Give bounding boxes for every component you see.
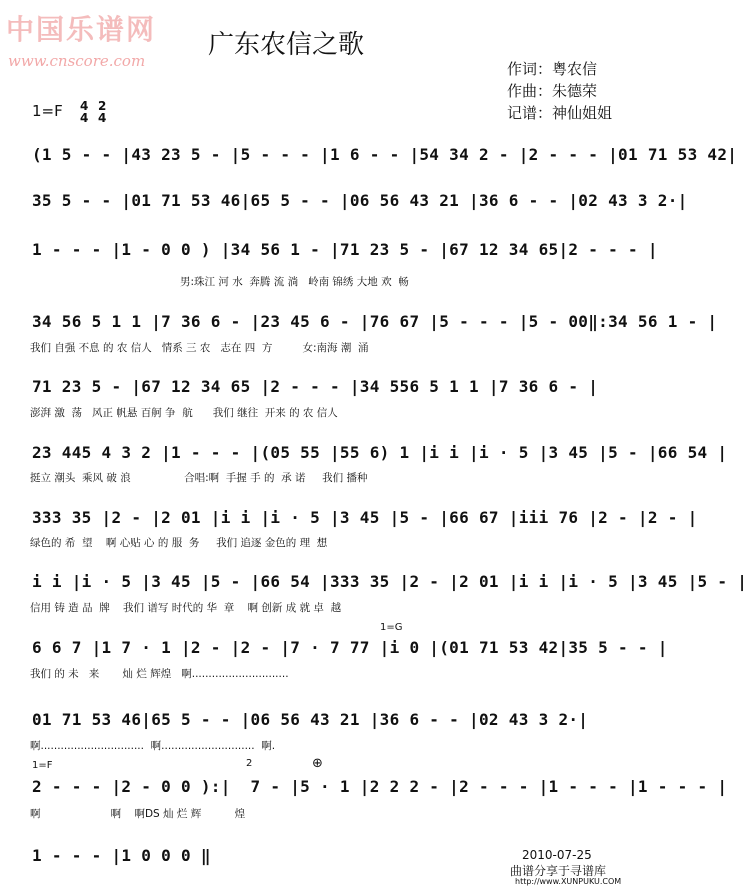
key-change-g: 1=G bbox=[380, 622, 403, 633]
footer-share: 曲谱分享于寻谱库 bbox=[510, 864, 607, 878]
score-row-10-lyrics: 啊............................... 啊............................ 啊. bbox=[30, 740, 276, 752]
score-row-3-lyrics: 男:珠江 河 水 奔腾 流 淌 岭南 锦绣 大地 欢 畅 bbox=[180, 276, 409, 288]
lyricist-credit: 作词：粤农信 bbox=[507, 60, 598, 78]
score-row-9-notes: 6 6 7 |1 7 · 1 |2 - |2 - |7 · 7 77 |i 0 |(01 71 53 42|35 5 - - | bbox=[32, 638, 668, 657]
watermark-logo: 中国乐谱网 bbox=[6, 13, 157, 46]
meter-four-four: 4 4 bbox=[80, 99, 89, 125]
score-row-10-notes: 01 71 53 46|65 5 - - |06 56 43 21 |36 6 - - |02 43 3 2·| bbox=[32, 710, 589, 729]
score-row-5-lyrics: 澎湃 激 荡 风正 帆悬 百舸 争 航 我们 继往 开来 的 农 信人 bbox=[30, 407, 338, 419]
score-row-4-notes: 34 56 5 1 1 |7 36 6 - |23 45 6 - |76 67 |5 - - - |5 - 00‖:34 56 1 - | bbox=[32, 312, 718, 331]
watermark-url: www.cnscore.com bbox=[8, 52, 146, 70]
score-row-6-lyrics: 挺立 潮头 乘风 破 浪 合唱:啊 手握 手 的 承 诺 我们 播种 bbox=[30, 472, 368, 484]
key-change-f: 1=F bbox=[32, 760, 53, 771]
score-row-3-notes: 1 - - - |1 - 0 0 ) |34 56 1 - |71 23 5 - |67 12 34 65|2 - - - | bbox=[32, 240, 658, 259]
coda-sign: ⊕ bbox=[312, 756, 323, 771]
composer-credit: 作曲：朱德荣 bbox=[507, 82, 598, 100]
score-row-7-notes: 333 35 |2 - |2 01 |i i |i · 5 |3 45 |5 - |66 67 |iii 76 |2 - |2 - | bbox=[32, 508, 698, 527]
score-row-1-notes: (1 5 - - |43 23 5 - |5 - - - |1 6 - - |54 34 2 - |2 - - - |01 71 53 42| bbox=[32, 145, 738, 164]
key-signature: 1=F bbox=[32, 102, 63, 120]
transcriber-credit: 记谱：神仙姐姐 bbox=[507, 104, 613, 122]
meter-two-four: 2 4 bbox=[98, 99, 107, 125]
score-row-11-lyrics: 啊 啊 啊DS 灿 烂 辉 煌 bbox=[30, 808, 246, 820]
score-row-9-lyrics: 我们 的 未 来 灿 烂 辉煌 啊............................. bbox=[30, 668, 289, 680]
score-row-5-notes: 71 23 5 - |67 12 34 65 |2 - - - |34 556 5 1 1 |7 36 6 - | bbox=[32, 377, 599, 396]
score-row-8-lyrics: 信用 铸 造 品 牌 我们 谱写 时代的 华 章 啊 创新 成 就 卓 越 bbox=[30, 602, 342, 614]
score-row-4-lyrics: 我们 自强 不息 的 农 信人 情系 三 农 志在 四 方 女:南海 潮 涌 bbox=[30, 342, 369, 354]
score-row-7-lyrics: 绿色的 希 望 啊 心贴 心 的 服 务 我们 追逐 金色的 理 想 bbox=[30, 537, 328, 549]
volta-two-label: 2 bbox=[246, 758, 253, 769]
footer-site: http://www.XUNPUKU.COM bbox=[515, 877, 622, 886]
score-row-2-notes: 35 5 - - |01 71 53 46|65 5 - - |06 56 43 21 |36 6 - - |02 43 3 2·| bbox=[32, 191, 688, 210]
song-title: 广东农信之歌 bbox=[208, 30, 365, 60]
score-row-8-notes: i i |i · 5 |3 45 |5 - |66 54 |333 35 |2 - |2 01 |i i |i · 5 |3 45 |5 - | bbox=[32, 572, 747, 591]
footer-date: 2010-07-25 bbox=[522, 848, 592, 862]
score-row-6-notes: 23 445 4 3 2 |1 - - - |(05 55 |55 6) 1 |i i |i · 5 |3 45 |5 - |66 54 | bbox=[32, 443, 728, 462]
score-row-12-notes: 1 - - - |1 0 0 0 ‖ bbox=[32, 846, 211, 865]
score-row-11-notes: 2 - - - |2 - 0 0 ):| 7 - |5 · 1 |2 2 2 - |2 - - - |1 - - - |1 - - - | bbox=[32, 777, 728, 796]
